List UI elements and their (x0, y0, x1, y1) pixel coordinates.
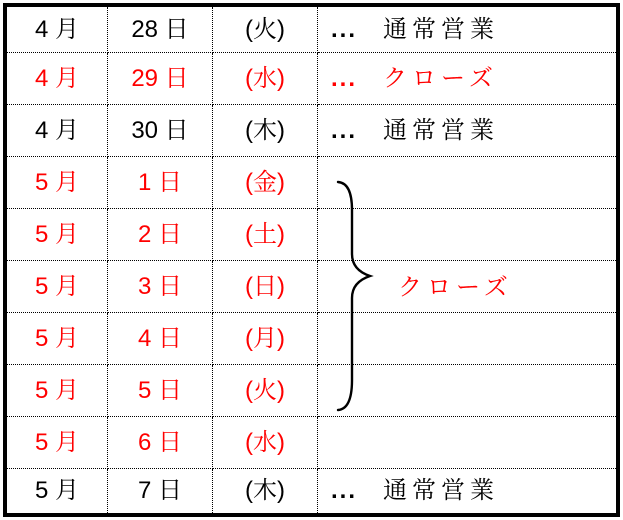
day-label: 2 日 (137, 220, 182, 248)
day-label: 1 日 (137, 168, 182, 196)
cell-day (108, 53, 213, 105)
schedule-grid (7, 7, 616, 513)
weekday-label: (火) (245, 376, 285, 404)
month-label: 4 月 (34, 15, 79, 43)
cell-month (7, 105, 108, 157)
cell-day (108, 261, 213, 313)
cell-month (7, 157, 108, 209)
weekday-label: (月) (245, 324, 285, 352)
day-label: 5 日 (137, 376, 182, 404)
status-label: 通常営業 (383, 477, 500, 504)
cell-month (7, 53, 108, 105)
cell-day (108, 105, 213, 157)
ellipsis: ... (331, 116, 358, 144)
cell-status (318, 7, 616, 53)
cell-weekday (213, 417, 318, 469)
ellipsis: ... (331, 64, 358, 92)
cell-weekday (213, 157, 318, 209)
cell-status (318, 469, 616, 513)
cell-weekday (213, 7, 318, 53)
weekday-label: (水) (245, 428, 285, 456)
cell-month (7, 209, 108, 261)
cell-month (7, 261, 108, 313)
cell-status (318, 313, 616, 365)
cell-day (108, 469, 213, 513)
weekday-label: (火) (245, 15, 285, 43)
month-label: 4 月 (34, 64, 79, 92)
cell-status (318, 417, 616, 469)
day-label: 6 日 (137, 428, 182, 456)
month-label: 4 月 (34, 116, 79, 144)
cell-month (7, 417, 108, 469)
cell-day (108, 157, 213, 209)
month-label: 5 月 (34, 477, 79, 504)
day-label: 7 日 (137, 477, 182, 504)
cell-status (318, 365, 616, 417)
weekday-label: (木) (245, 116, 285, 144)
cell-weekday (213, 469, 318, 513)
month-label: 5 月 (34, 220, 79, 248)
cell-month (7, 7, 108, 53)
cell-day (108, 7, 213, 53)
cell-status (318, 53, 616, 105)
cell-weekday (213, 313, 318, 365)
cell-month (7, 469, 108, 513)
cell-day (108, 417, 213, 469)
cell-month (7, 313, 108, 365)
cell-weekday (213, 53, 318, 105)
day-label: 4 日 (137, 324, 182, 352)
business-schedule-table (3, 3, 620, 517)
cell-day (108, 209, 213, 261)
cell-status (318, 105, 616, 157)
status-label: クローズ (383, 64, 498, 92)
status-label: 通常営業 (383, 15, 500, 43)
brace-status-label: クローズ (398, 274, 513, 301)
cell-day (108, 313, 213, 365)
cell-weekday (213, 209, 318, 261)
weekday-label: (日) (245, 272, 285, 300)
cell-status (318, 157, 616, 209)
month-label: 5 月 (34, 324, 79, 352)
day-label: 28 日 (131, 15, 189, 43)
cell-weekday (213, 365, 318, 417)
month-label: 5 月 (34, 376, 79, 404)
cell-weekday (213, 261, 318, 313)
day-label: 3 日 (137, 272, 182, 300)
day-label: 29 日 (131, 64, 189, 92)
cell-day (108, 365, 213, 417)
weekday-label: (水) (245, 64, 285, 92)
ellipsis: ... (331, 477, 358, 504)
weekday-label: (土) (245, 220, 285, 248)
weekday-label: (木) (245, 477, 285, 504)
status-label: 通常営業 (383, 116, 500, 144)
cell-weekday (213, 105, 318, 157)
cell-month (7, 365, 108, 417)
month-label: 5 月 (34, 168, 79, 196)
month-label: 5 月 (34, 272, 79, 300)
month-label: 5 月 (34, 428, 79, 456)
weekday-label: (金) (245, 168, 285, 196)
cell-status (318, 209, 616, 261)
ellipsis: ... (331, 15, 358, 43)
day-label: 30 日 (131, 116, 189, 144)
